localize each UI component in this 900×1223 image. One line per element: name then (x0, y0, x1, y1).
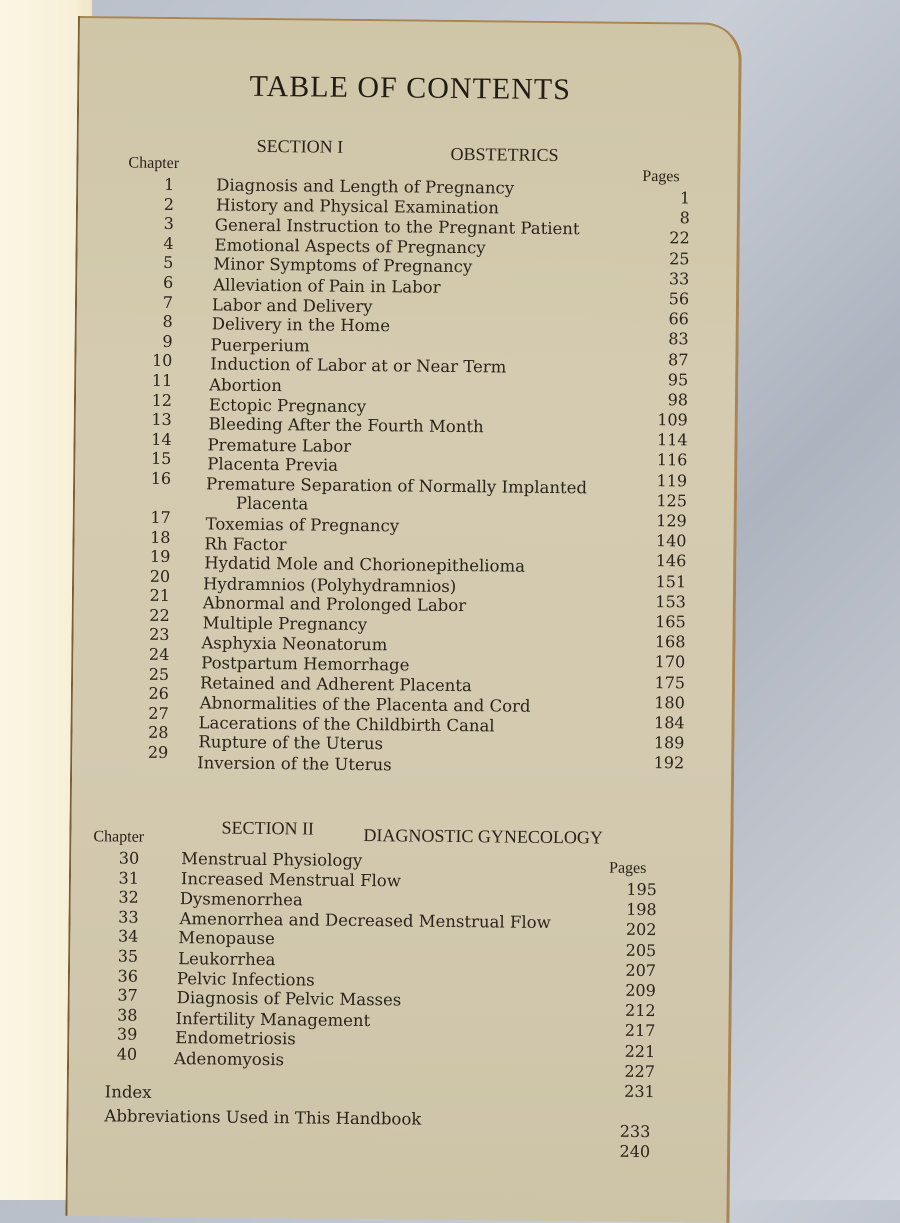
chapter-number: 25 (148, 664, 170, 684)
chapter-number: 6 (162, 272, 174, 292)
page-number: 217 (624, 1021, 656, 1041)
page-number: 209 (625, 980, 656, 1001)
chapter-number: 26 (148, 684, 170, 704)
chapter-number: 37 (117, 985, 138, 1005)
page-number: 22 (669, 228, 690, 248)
chapter-title-text: Infertility Management (175, 1008, 371, 1030)
chapter-title-text: Abortion (209, 375, 283, 396)
chapter-title-text: Retained and Adherent Placenta (199, 672, 472, 695)
chapter-number: 32 (118, 887, 139, 907)
chapter-title-text: Pelvic Infections (176, 968, 315, 990)
section-1-name: OBSTETRICS (450, 143, 559, 166)
page-number: 212 (624, 1000, 656, 1021)
chapter-number: 22 (149, 605, 170, 625)
chapter-title-text: Adenomyosis (173, 1049, 285, 1070)
page-number: 195 (626, 879, 657, 900)
page-number: 207 (625, 960, 657, 980)
chapter-title-text: Lacerations of the Childbirth Canal (198, 713, 495, 736)
page-number: 114 (656, 430, 688, 450)
chapter-number: 28 (148, 723, 169, 743)
chapter-title-text: Minor Symptoms of Pregnancy (213, 254, 473, 277)
page-number: 189 (653, 733, 685, 753)
chapter-title-text: Diagnosis of Pelvic Masses (176, 988, 402, 1010)
chapter-title-text: Premature Separation of Normally Implanted (206, 474, 588, 498)
chapter-number: 24 (148, 644, 170, 665)
chapter-title-text: General Instruction to the Pregnant Patient (214, 215, 580, 239)
chapter-title-continuation: Placenta (235, 493, 309, 514)
chapter-title-text: Hydramnios (Polyhydramnios) (202, 574, 457, 596)
chapter-row (97, 1044, 577, 1069)
chapter-number: 18 (150, 527, 171, 547)
chapter-title-text: Ectopic Pregnancy (208, 394, 367, 416)
section-2-name: DIAGNOSTIC GYNECOLOGY (363, 825, 604, 848)
page-number: 25 (669, 248, 690, 268)
chapter-title-text: Emotional Aspects of Pregnancy (214, 235, 486, 258)
page-number: 119 (656, 470, 688, 491)
page-number: 240 (619, 1141, 651, 1162)
chapter-title-text: Abnormal and Prolonged Labor (202, 593, 467, 616)
chapter-title-text: Labor and Delivery (211, 294, 373, 316)
page-number: 192 (653, 753, 685, 773)
page-number: 56 (668, 289, 690, 309)
chapter-title (178, 928, 275, 948)
chapter-title-text: Placenta Previa (207, 454, 339, 476)
page-number: 205 (625, 940, 657, 960)
chapter-number: 30 (118, 848, 140, 868)
page-number: 198 (626, 899, 657, 920)
chapter-title-text: Alleviation of Pain in Labor (213, 275, 441, 297)
page-number: 109 (657, 410, 688, 430)
page-number: 227 (624, 1061, 656, 1081)
chapter-title-text: Abnormalities of the Placenta and Cord (199, 693, 531, 717)
chapter-title-text: Puerperium (210, 335, 310, 356)
page-number: 202 (625, 920, 657, 940)
chapter-title (197, 753, 392, 774)
page-number: 87 (667, 349, 689, 369)
section-1-page-list (632, 188, 690, 774)
chapter-number: 40 (116, 1044, 138, 1064)
page-number: 8 (679, 208, 691, 228)
page-number: 98 (667, 390, 689, 410)
chapter-title-text: Asphyxia Neonatorum (201, 633, 388, 655)
page-number: 125 (656, 490, 688, 511)
chapter-title-text: Endometriosis (175, 1028, 296, 1049)
index-entry: Index (104, 1082, 152, 1102)
chapter-title-text: Amenorrhea and Decreased Menstrual Flow (179, 908, 551, 932)
chapter-title-text: Postpartum Hemorrhage (201, 653, 410, 675)
page-number: 140 (655, 531, 687, 551)
page-number: 146 (655, 551, 687, 571)
page-number: 180 (654, 692, 685, 713)
chapter-number: 35 (117, 946, 139, 966)
chapter-number: 15 (150, 449, 172, 469)
page-number: 170 (654, 652, 686, 672)
chapter-number: 7 (162, 292, 174, 312)
toc-page (65, 16, 742, 1223)
chapter-title-text: Premature Labor (207, 435, 352, 456)
chapter-number: 34 (117, 926, 139, 947)
chapter-title-text: Hydatid Mole and Chorionepithelioma (204, 553, 526, 576)
chapter-title-text: Menopause (178, 928, 275, 949)
chapter-title-text: Toxemias of Pregnancy (205, 514, 400, 536)
chapter-title (180, 889, 303, 909)
chapter-row (128, 742, 608, 775)
chapter-number: 33 (118, 907, 139, 927)
chapter-number: 27 (148, 703, 169, 723)
chapter-number: 31 (118, 868, 140, 888)
page-number: 66 (668, 309, 689, 329)
chapter-title-text: Rh Factor (204, 533, 287, 554)
chapter-number: 39 (116, 1024, 138, 1045)
section-2-page-list (603, 880, 657, 1103)
chapter-title-text: Diagnosis and Length of Pregnancy (216, 175, 515, 198)
chapter-title-text: Delivery in the Home (211, 314, 391, 336)
section-1-chapter-list (128, 174, 614, 775)
page-number: 153 (655, 591, 687, 612)
chapter-title-text: Menstrual Physiology (181, 849, 363, 871)
chapter-number: 11 (151, 370, 173, 390)
page-number: 95 (667, 369, 689, 390)
page-number: 221 (624, 1041, 656, 1061)
chapter-number: 3 (163, 214, 174, 234)
chapter-number: 10 (151, 351, 173, 371)
chapter-title-text: Multiple Pregnancy (202, 613, 368, 634)
page-number: 184 (653, 712, 685, 733)
chapter-number: 17 (150, 507, 171, 527)
page-number: 1 (679, 188, 691, 208)
chapter-number: 29 (147, 742, 169, 763)
section-2-label: SECTION II (221, 817, 315, 839)
chapter-number: 16 (150, 468, 172, 488)
chapter-number: 12 (151, 390, 173, 410)
chapter-number: 23 (149, 625, 170, 645)
chapter-title-text: Leukorrhea (178, 949, 276, 970)
page-number: 129 (656, 511, 687, 531)
chapter-number: 9 (162, 331, 173, 351)
page-number: 233 (619, 1121, 651, 1142)
chapter-number: 21 (149, 586, 171, 606)
chapter-number: 20 (149, 566, 171, 586)
chapter-number: 19 (149, 546, 171, 567)
pages-column-label: Pages (642, 167, 680, 186)
chapter-number: 38 (117, 1005, 138, 1025)
page-number: 175 (654, 672, 686, 692)
pages-column-label-2: Pages (609, 859, 647, 877)
chapter-number: 14 (151, 429, 172, 449)
chapter-number: 13 (151, 409, 172, 430)
chapter-title-text: Dysmenorrhea (179, 889, 303, 910)
chapter-title-text: Rupture of the Uterus (198, 732, 384, 754)
chapter-number: 4 (163, 233, 174, 253)
section-2-chapter-list (97, 848, 579, 1069)
chapter-column-label-2: Chapter (93, 828, 145, 846)
page-number: 116 (656, 450, 688, 470)
chapter-title-text: Bleeding After the Fourth Month (208, 414, 484, 437)
page-title: TABLE OF CONTENTS (249, 69, 572, 107)
page-number: 83 (668, 329, 689, 349)
chapter-title (216, 175, 514, 197)
chapter-number: 1 (163, 174, 175, 195)
section-1-label: SECTION I (256, 135, 344, 157)
page-number: 165 (655, 612, 686, 632)
page-number: 33 (668, 268, 690, 289)
chapter-number: 36 (117, 966, 139, 986)
chapter-title-text: History and Physical Examination (215, 195, 499, 218)
chapter-title-text: Induction of Labor at or Near Term (210, 354, 507, 377)
chapter-number: 5 (163, 253, 174, 273)
chapter-number: 8 (162, 312, 173, 332)
page-number: 151 (655, 571, 687, 591)
page-number: 231 (624, 1081, 655, 1101)
chapter-number: 2 (163, 194, 175, 214)
abbreviations-entry: Abbreviations Used in This Handbook (104, 1106, 422, 1129)
chapter-title (216, 195, 499, 217)
chapter-column-label: Chapter (128, 154, 180, 173)
back-matter-page-list (598, 1122, 650, 1163)
chapter-title (181, 849, 362, 870)
chapter-title (174, 1049, 284, 1069)
page-number: 168 (654, 632, 686, 652)
chapter-title (181, 869, 401, 890)
chapter-row (131, 468, 611, 512)
chapter-title-text: Increased Menstrual Flow (180, 868, 402, 891)
chapter-title-text: Inversion of the Uterus (197, 753, 392, 775)
